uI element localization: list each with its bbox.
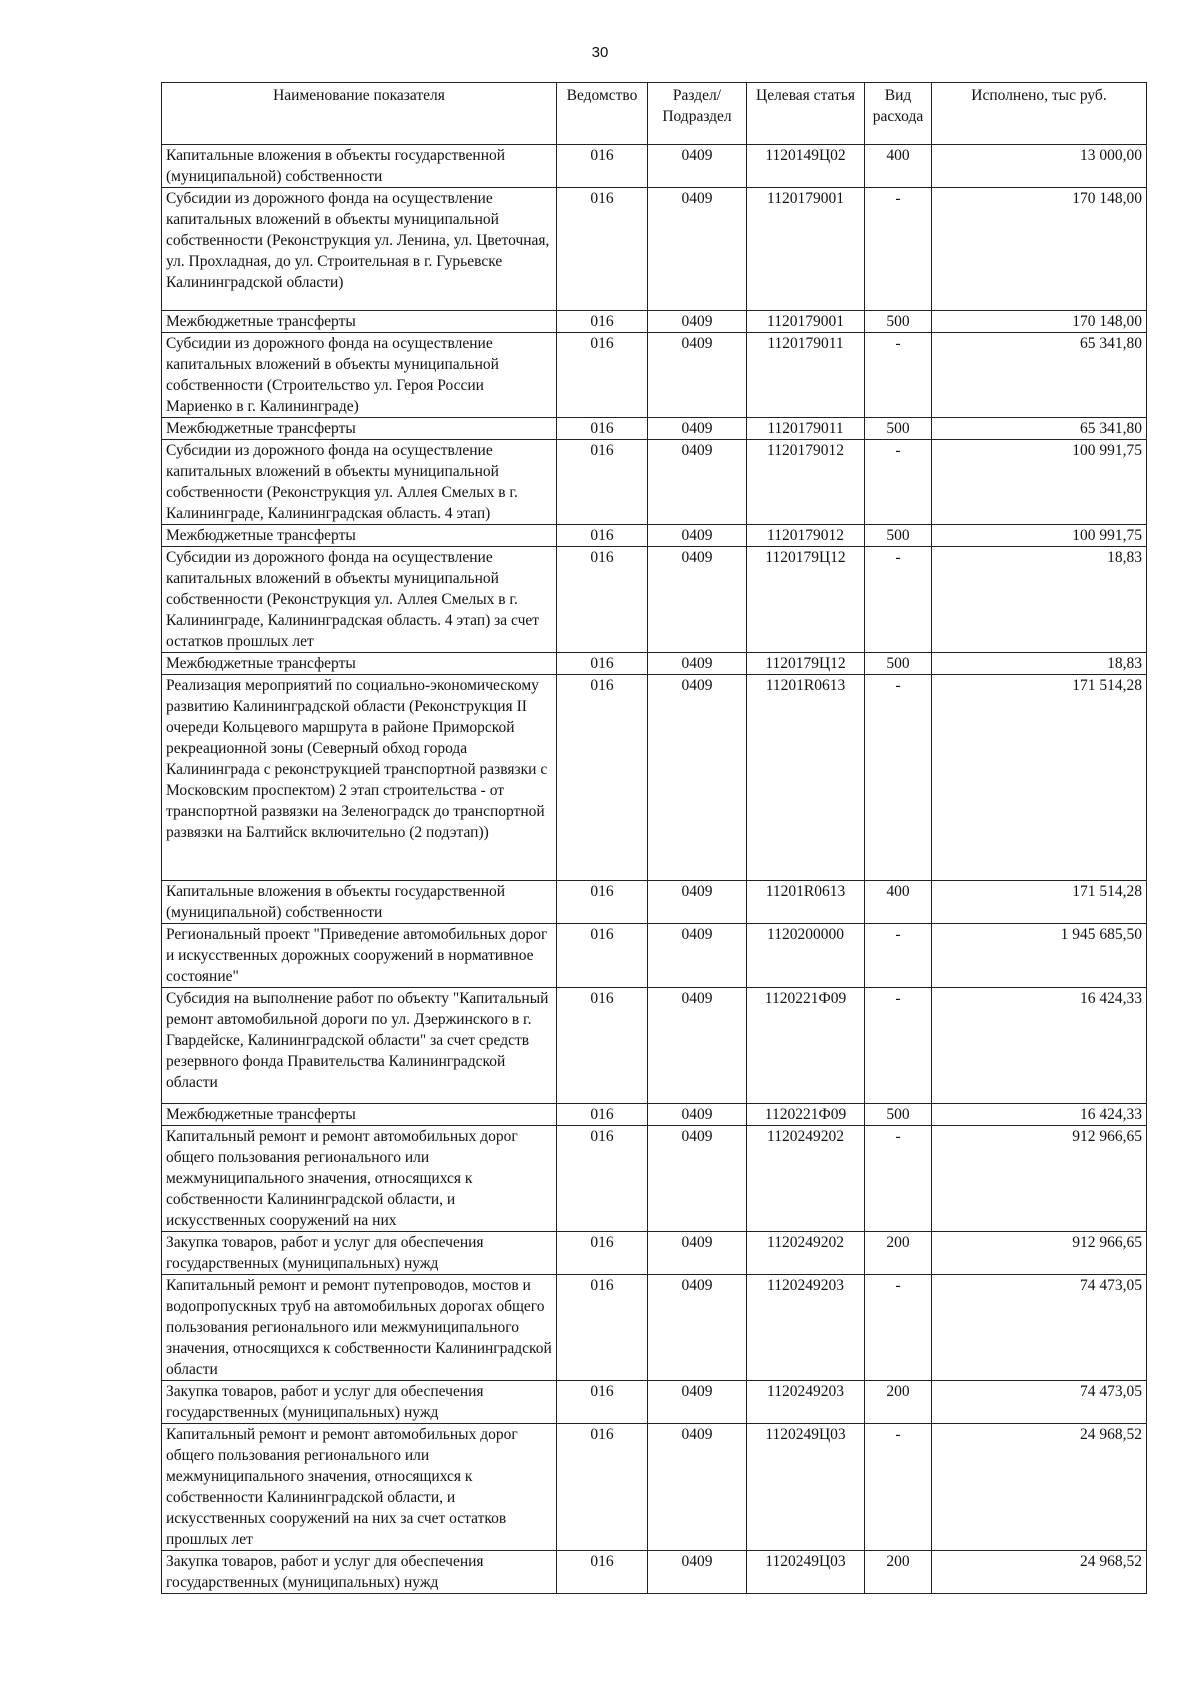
target-article-cell: 11201R0613	[747, 675, 865, 881]
expense-type-cell: -	[865, 1275, 932, 1381]
expense-type-cell: 200	[865, 1551, 932, 1594]
section-cell: 0409	[648, 525, 747, 547]
department-cell: 016	[557, 924, 648, 988]
department-cell: 016	[557, 1232, 648, 1275]
expense-type-cell: 500	[865, 653, 932, 675]
section-cell: 0409	[648, 988, 747, 1104]
indicator-name-cell: Межбюджетные трансферты	[162, 1104, 557, 1126]
executed-amount-cell: 74 473,05	[932, 1381, 1147, 1424]
executed-amount-cell: 1 945 685,50	[932, 924, 1147, 988]
indicator-name-cell: Капитальный ремонт и ремонт автомобильных дорог общего пользования регионального или межмуниципального значения, относящихся к собственности Калининградской области, и искусственных сооружений на них	[162, 1126, 557, 1232]
section-cell: 0409	[648, 1551, 747, 1594]
table-row	[162, 547, 1147, 653]
page-number: 30	[591, 44, 609, 61]
indicator-name-cell: Субсидии из дорожного фонда на осуществление капитальных вложений в объекты муниципальной собственности (Реконструкция ул. Аллея Смелых в г. Калининграде, Калининградская область. 4 этап) за счет остатков прошлых лет	[162, 547, 557, 653]
table-row	[162, 333, 1147, 418]
table-header-row	[162, 83, 1147, 145]
target-article-cell: 1120179Ц12	[747, 653, 865, 675]
expense-type-cell: -	[865, 333, 932, 418]
section-cell: 0409	[648, 675, 747, 881]
section-cell: 0409	[648, 1232, 747, 1275]
indicator-name-cell: Реализация мероприятий по социально-экономическому развитию Калининградской области (Реконструкция II очереди Кольцевого маршрута в районе Приморской рекреационной зоны (Северный обход города Калининграда с реконструкцией транспортной развязки с Московским проспектом) 2 этап строительства - от транспортной развязки на Зеленоградск до транспортной развязки на Балтийск включительно (2 подэтап))	[162, 675, 557, 881]
executed-amount-cell: 74 473,05	[932, 1275, 1147, 1381]
indicator-name-cell: Межбюджетные трансферты	[162, 525, 557, 547]
expense-type-cell: 200	[865, 1232, 932, 1275]
table-body	[162, 145, 1147, 1594]
target-article-cell: 1120179012	[747, 440, 865, 525]
expense-type-cell: -	[865, 547, 932, 653]
target-article-cell: 11201R0613	[747, 881, 865, 924]
expense-type-cell: 400	[865, 881, 932, 924]
target-article-cell: 1120200000	[747, 924, 865, 988]
expense-type-cell: -	[865, 188, 932, 311]
table-row	[162, 1232, 1147, 1275]
department-cell: 016	[557, 653, 648, 675]
table-row	[162, 145, 1147, 188]
table-row	[162, 924, 1147, 988]
budget-execution-table	[161, 82, 1147, 1594]
header-indicator-name: Наименование показателя	[162, 83, 557, 145]
indicator-name-cell: Капитальные вложения в объекты государственной (муниципальной) собственности	[162, 881, 557, 924]
table-row	[162, 1381, 1147, 1424]
table-row	[162, 311, 1147, 333]
expense-type-cell: 400	[865, 145, 932, 188]
section-cell: 0409	[648, 1126, 747, 1232]
expense-type-cell: -	[865, 440, 932, 525]
section-cell: 0409	[648, 1104, 747, 1126]
section-cell: 0409	[648, 1381, 747, 1424]
department-cell: 016	[557, 675, 648, 881]
executed-amount-cell: 16 424,33	[932, 1104, 1147, 1126]
target-article-cell: 1120249202	[747, 1232, 865, 1275]
executed-amount-cell: 13 000,00	[932, 145, 1147, 188]
indicator-name-cell: Межбюджетные трансферты	[162, 418, 557, 440]
indicator-name-cell: Капитальный ремонт и ремонт путепроводов, мостов и водопропускных труб на автомобильных дорогах общего пользования регионального или межмуниципального значения, относящихся к собственности Калининградской области	[162, 1275, 557, 1381]
executed-amount-cell: 171 514,28	[932, 675, 1147, 881]
indicator-name-cell: Региональный проект "Приведение автомобильных дорог и искусственных дорожных сооружений в нормативное состояние"	[162, 924, 557, 988]
department-cell: 016	[557, 1381, 648, 1424]
department-cell: 016	[557, 418, 648, 440]
executed-amount-cell: 24 968,52	[932, 1551, 1147, 1594]
target-article-cell: 1120249202	[747, 1126, 865, 1232]
section-cell: 0409	[648, 653, 747, 675]
header-section: Раздел/ Подраздел	[648, 83, 747, 145]
expense-type-cell: -	[865, 1126, 932, 1232]
table-row	[162, 1424, 1147, 1551]
table-row	[162, 653, 1147, 675]
target-article-cell: 1120249Ц03	[747, 1551, 865, 1594]
department-cell: 016	[557, 440, 648, 525]
department-cell: 016	[557, 1424, 648, 1551]
expense-type-cell: 500	[865, 311, 932, 333]
table-row	[162, 881, 1147, 924]
executed-amount-cell: 65 341,80	[932, 418, 1147, 440]
section-cell: 0409	[648, 924, 747, 988]
section-cell: 0409	[648, 547, 747, 653]
target-article-cell: 1120179001	[747, 311, 865, 333]
target-article-cell: 1120249Ц03	[747, 1424, 865, 1551]
expense-type-cell: 500	[865, 1104, 932, 1126]
section-cell: 0409	[648, 145, 747, 188]
indicator-name-cell: Закупка товаров, работ и услуг для обеспечения государственных (муниципальных) нужд	[162, 1232, 557, 1275]
department-cell: 016	[557, 333, 648, 418]
target-article-cell: 1120249203	[747, 1275, 865, 1381]
expense-type-cell: -	[865, 988, 932, 1104]
section-cell: 0409	[648, 418, 747, 440]
target-article-cell: 1120149Ц02	[747, 145, 865, 188]
section-cell: 0409	[648, 1424, 747, 1551]
department-cell: 016	[557, 988, 648, 1104]
table-row	[162, 1275, 1147, 1381]
executed-amount-cell: 100 991,75	[932, 525, 1147, 547]
table-row	[162, 988, 1147, 1104]
expense-type-cell: 200	[865, 1381, 932, 1424]
indicator-name-cell: Межбюджетные трансферты	[162, 311, 557, 333]
department-cell: 016	[557, 311, 648, 333]
target-article-cell: 1120179001	[747, 188, 865, 311]
target-article-cell: 1120221Ф09	[747, 988, 865, 1104]
section-cell: 0409	[648, 333, 747, 418]
department-cell: 016	[557, 525, 648, 547]
department-cell: 016	[557, 1551, 648, 1594]
table-row	[162, 675, 1147, 881]
target-article-cell: 1120179011	[747, 333, 865, 418]
expense-type-cell: 500	[865, 418, 932, 440]
department-cell: 016	[557, 547, 648, 653]
executed-amount-cell: 100 991,75	[932, 440, 1147, 525]
table-row	[162, 188, 1147, 311]
target-article-cell: 1120179011	[747, 418, 865, 440]
department-cell: 016	[557, 145, 648, 188]
indicator-name-cell: Субсидии из дорожного фонда на осуществление капитальных вложений в объекты муниципальной собственности (Реконструкция ул. Ленина, ул. Цветочная, ул. Прохладная, до ул. Строительная в г. Гурьевске Калининградской области)	[162, 188, 557, 311]
table-row	[162, 1551, 1147, 1594]
header-expense-type: Вид расхода	[865, 83, 932, 145]
department-cell: 016	[557, 1126, 648, 1232]
section-cell: 0409	[648, 1275, 747, 1381]
executed-amount-cell: 912 966,65	[932, 1232, 1147, 1275]
executed-amount-cell: 18,83	[932, 653, 1147, 675]
executed-amount-cell: 16 424,33	[932, 988, 1147, 1104]
expense-type-cell: -	[865, 1424, 932, 1551]
indicator-name-cell: Закупка товаров, работ и услуг для обеспечения государственных (муниципальных) нужд	[162, 1551, 557, 1594]
section-cell: 0409	[648, 311, 747, 333]
header-department: Ведомство	[557, 83, 648, 145]
target-article-cell: 1120249203	[747, 1381, 865, 1424]
table-row	[162, 440, 1147, 525]
section-cell: 0409	[648, 881, 747, 924]
executed-amount-cell: 65 341,80	[932, 333, 1147, 418]
table-row	[162, 525, 1147, 547]
indicator-name-cell: Межбюджетные трансферты	[162, 653, 557, 675]
department-cell: 016	[557, 1275, 648, 1381]
table-row	[162, 1126, 1147, 1232]
expense-type-cell: -	[865, 924, 932, 988]
executed-amount-cell: 171 514,28	[932, 881, 1147, 924]
target-article-cell: 1120221Ф09	[747, 1104, 865, 1126]
department-cell: 016	[557, 1104, 648, 1126]
executed-amount-cell: 24 968,52	[932, 1424, 1147, 1551]
target-article-cell: 1120179012	[747, 525, 865, 547]
header-executed-amount: Исполнено, тыс руб.	[932, 83, 1147, 145]
indicator-name-cell: Субсидии из дорожного фонда на осуществление капитальных вложений в объекты муниципальной собственности (Реконструкция ул. Аллея Смелых в г. Калининграде, Калининградская область. 4 этап)	[162, 440, 557, 525]
expense-type-cell: -	[865, 675, 932, 881]
indicator-name-cell: Капитальные вложения в объекты государственной (муниципальной) собственности	[162, 145, 557, 188]
department-cell: 016	[557, 188, 648, 311]
indicator-name-cell: Закупка товаров, работ и услуг для обеспечения государственных (муниципальных) нужд	[162, 1381, 557, 1424]
executed-amount-cell: 170 148,00	[932, 188, 1147, 311]
table-row	[162, 418, 1147, 440]
executed-amount-cell: 170 148,00	[932, 311, 1147, 333]
header-target-article: Целевая статья	[747, 83, 865, 145]
expense-type-cell: 500	[865, 525, 932, 547]
target-article-cell: 1120179Ц12	[747, 547, 865, 653]
table-row	[162, 1104, 1147, 1126]
indicator-name-cell: Капитальный ремонт и ремонт автомобильных дорог общего пользования регионального или межмуниципального значения, относящихся к собственности Калининградской области, и искусственных сооружений на них за счет остатков прошлых лет	[162, 1424, 557, 1551]
executed-amount-cell: 912 966,65	[932, 1126, 1147, 1232]
indicator-name-cell: Субсидия на выполнение работ по объекту "Капитальный ремонт автомобильной дороги по ул. Дзержинского в г. Гвардейске, Калининградской области" за счет средств резервного фонда Правительства Калининградской области	[162, 988, 557, 1104]
department-cell: 016	[557, 881, 648, 924]
section-cell: 0409	[648, 440, 747, 525]
indicator-name-cell: Субсидии из дорожного фонда на осуществление капитальных вложений в объекты муниципальной собственности (Строительство ул. Героя России Мариенко в г. Калининграде)	[162, 333, 557, 418]
executed-amount-cell: 18,83	[932, 547, 1147, 653]
section-cell: 0409	[648, 188, 747, 311]
